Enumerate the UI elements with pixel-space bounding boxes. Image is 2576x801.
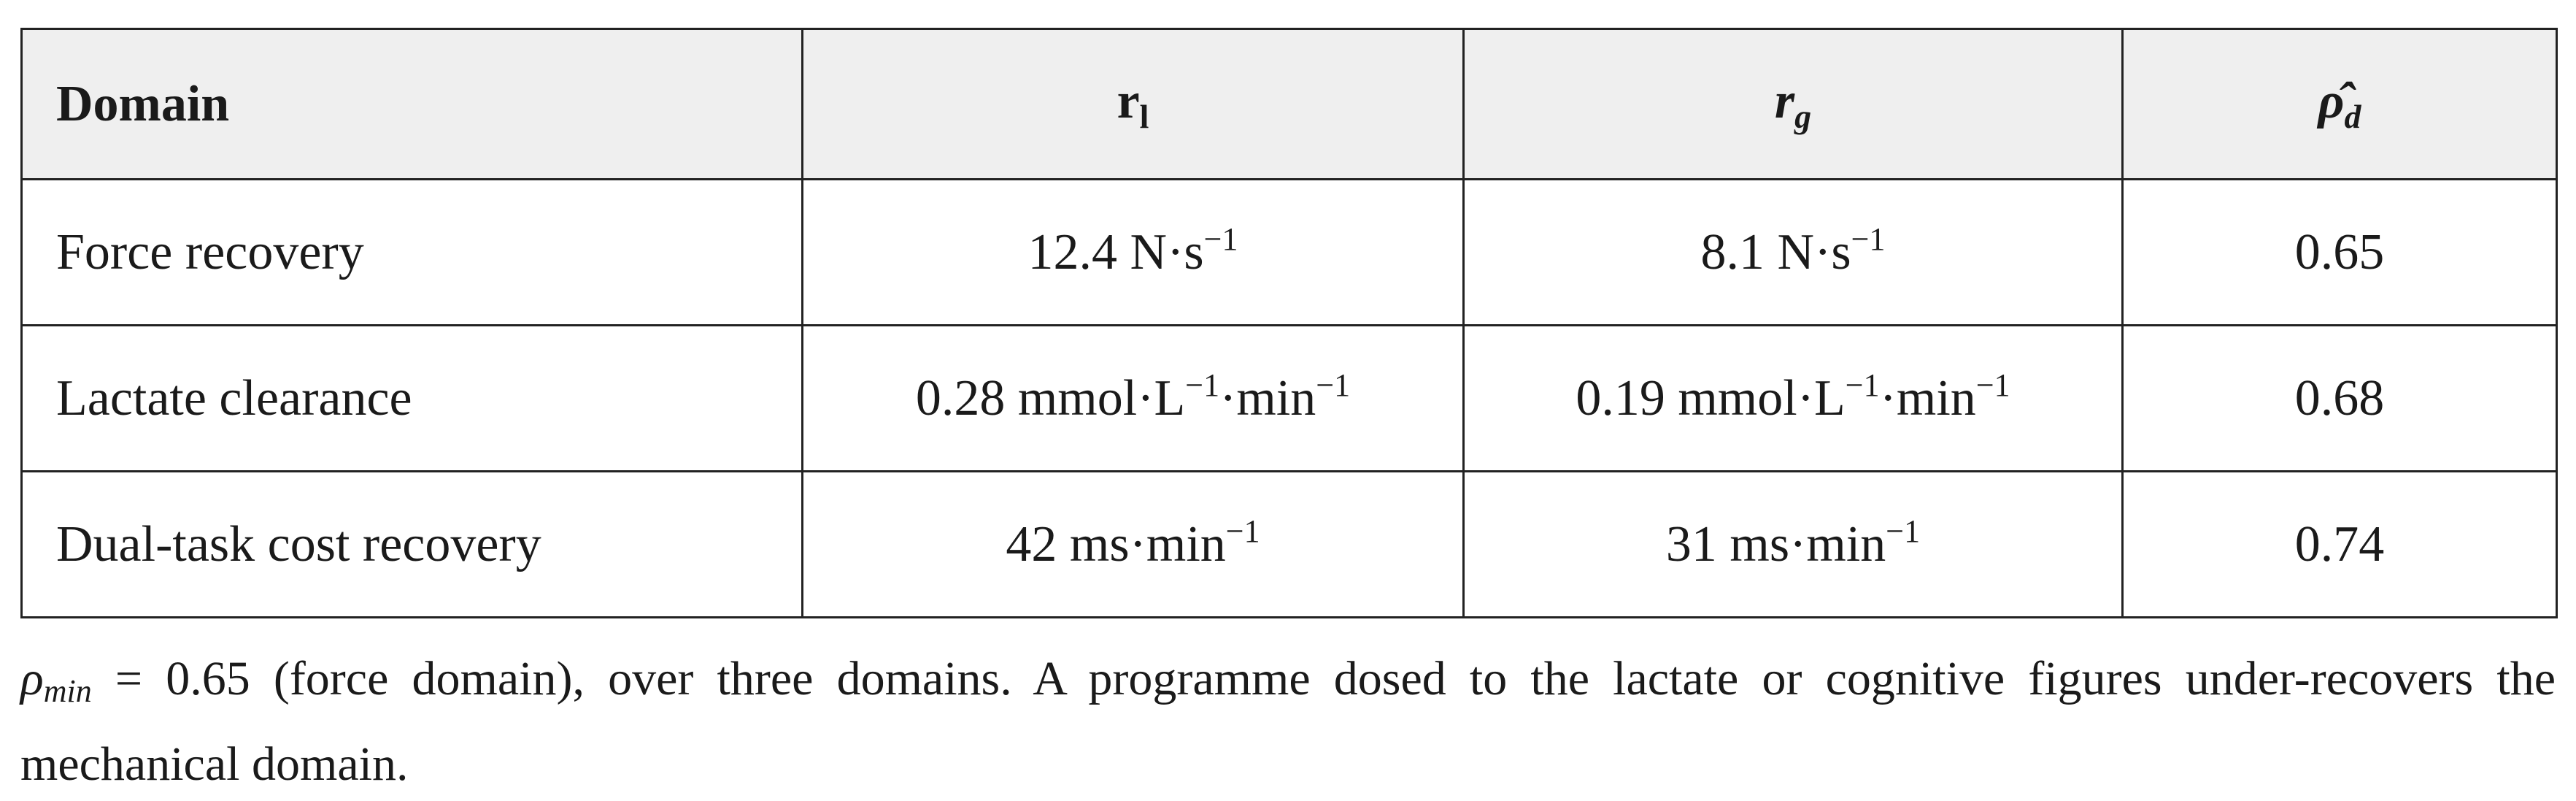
cell-r-g: 0.19 $mmol\cdot L^{-1}\cdot\min^{-1}$ [1464,326,2123,472]
header-rho-hat-d: $\rhô_d$ [2123,29,2557,180]
table-header-row [22,29,2557,180]
header-r-g: $r_g$ [1464,29,2123,180]
cell-r-l: 0.28 $mmol\cdot L^{-1}\cdot\min^{-1}$ [803,326,1464,472]
recovery-rates-table [20,28,2558,618]
table-row [22,472,2557,618]
cell-domain: Dual-task cost recovery [22,472,803,618]
table-row [22,326,2557,472]
table-row [22,180,2557,326]
cell-domain: Force recovery [22,180,803,326]
cell-r-l: 12.4 $N\cdot s^{-1}$ [803,180,1464,326]
header-domain: Domain [22,29,803,180]
table-footnote [20,643,2556,801]
cell-r-l: 42 $ms\cdot\min^{-1}$ [803,472,1464,618]
cell-r-g: 8.1 $N\cdot s^{-1}$ [1464,180,2123,326]
footnote-symbol-sub: min [43,673,92,709]
footnote-text: = 0.65 (force domain), over three domains. A programme dosed to the lactate or cognitive figures under-recovers the mechanical domain. [20,652,2556,791]
cell-rho: 0.68 [2123,326,2557,472]
cell-rho: 0.74 [2123,472,2557,618]
cell-r-g: 31 $ms\cdot\min^{-1}$ [1464,472,2123,618]
data-table-container [20,28,2556,618]
cell-domain: Lactate clearance [22,326,803,472]
footnote-symbol: ρ [20,652,44,705]
header-r-l: $r_l$ [803,29,1464,180]
cell-rho: 0.65 [2123,180,2557,326]
